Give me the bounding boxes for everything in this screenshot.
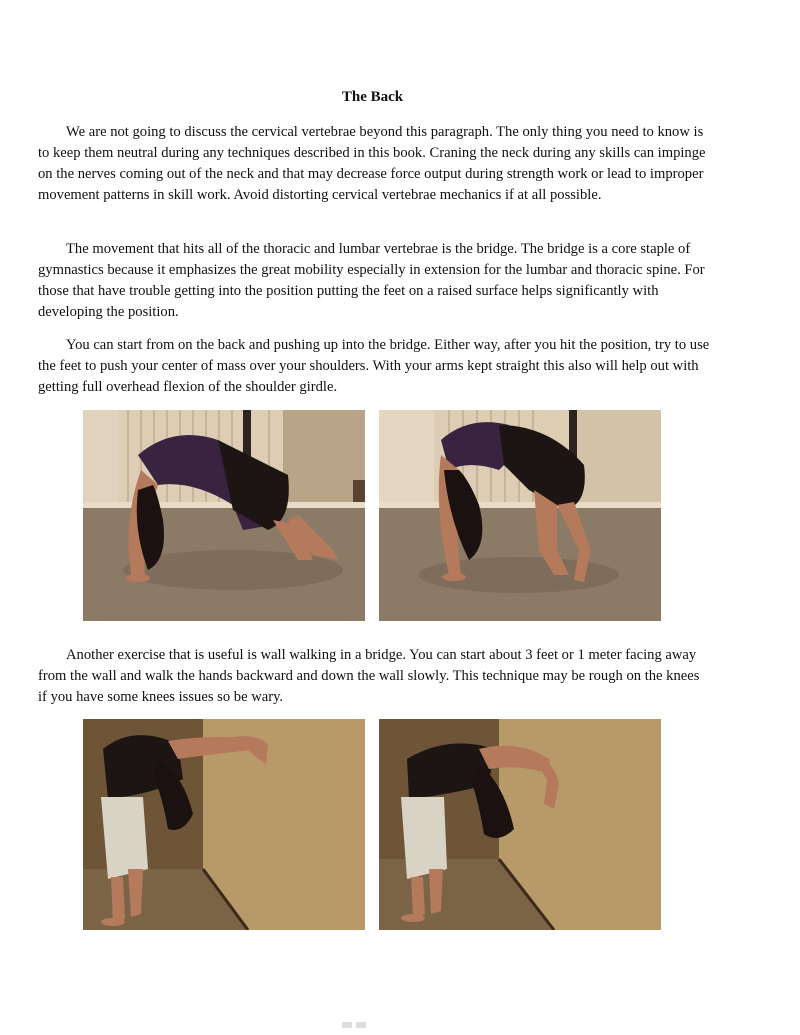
photo-bridge-extended-illustration bbox=[83, 410, 365, 621]
photo-bridge-compact-illustration bbox=[379, 410, 661, 621]
photo-bridge-compact bbox=[379, 410, 661, 621]
paragraph-wall-walking: Another exercise that is useful is wall walking in a bridge. You can start about 3 feet or 1 meter facing away from the wall and walk the hands backward and down the wall slowly. This technique may be rough on the knees if you have some knees issues so be wary. bbox=[38, 647, 700, 705]
paragraph-cervical: We are not going to discuss the cervical vertebrae beyond this paragraph. The only thing you need to know is to keep them neutral during any techniques described in this book. Craning the neck during any skills can impinge on the nerves coming out of the neck and that may decrease force output during strength work or lead to improper movement patterns in skill work. Avoid distorting cervical vertebrae mechanics if at all possible. bbox=[38, 124, 706, 203]
paragraph-bridge: The movement that hits all of the thoracic and lumbar vertebrae is the bridge. The bridge is a core staple of gymnastics because it emphasizes the great mobility especially in extension for the lumbar and thoracic spine. For those that have trouble getting into the position putting the feet on a raised surface helps significantly with developing the position. bbox=[38, 241, 705, 320]
paragraph-bridge-start: You can start from on the back and pushing up into the bridge. Either way, after you hit the position, try to use the feet to push your center of mass over your shoulders. With your arms kept straight this also will help out with getting full overhead flexion of the shoulder girdle. bbox=[38, 337, 710, 395]
photo-wall-walk-start-illustration bbox=[83, 719, 365, 930]
photo-bridge-extended bbox=[83, 410, 365, 621]
photo-wall-walk-down-illustration bbox=[379, 719, 661, 930]
photo-wall-walk-down bbox=[379, 719, 661, 930]
photo-wall-walk-start bbox=[83, 719, 365, 930]
section-heading: The Back bbox=[341, 89, 404, 105]
page-number-fragment bbox=[340, 1020, 380, 1028]
